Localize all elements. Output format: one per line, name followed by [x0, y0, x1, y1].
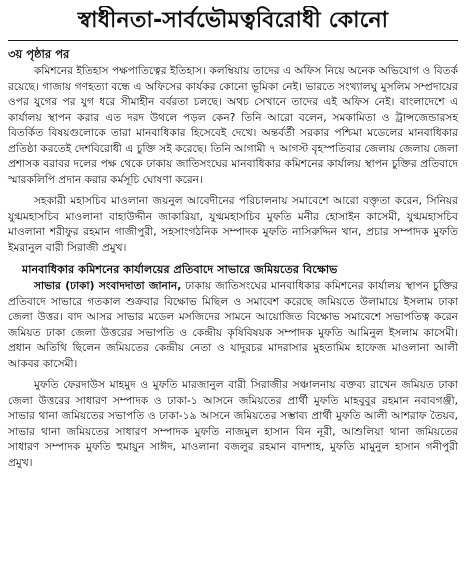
- dateline: সাভার (ঢাকা) সংবাদদাতা জানান,: [34, 280, 182, 292]
- subheading: মানবাধিকার কমিশনের কার্যালয়ের প্রতিবাদে সাভারে জমিয়তের বিক্ষোভ: [22, 263, 338, 276]
- paragraph-2: সহকারী মহাসচিব মাওলানা জয়নুল আবেদীনের পরিচালনায় সমাবেশে আরো বক্তৃতা করেন, সিনিয়র যুগ্মমহাসচিব মাওলানা বাহাউদ্দীন জাকারিয়া, যুগ্মমহাসচিব মুফতি মনীর হোসাইন কাসেমী, যুগ্মমহাসচিব মাওলানা শরীফুর রহমান গাজীপুরী, সহসাংগঠনিক সম্পাদক মুফতি নাসিরুদ্দিন খান, প্রচার সম্পাদক মুফতি ইমরানুল বারী সিরাজী প্রমুখ।: [8, 195, 458, 254]
- paragraph-4: মুফতি ফেরদাউস মাহমুদ ও মুফতি মারজানুল বারী সিরাজীর সঞ্চালনায় বক্তব্য রাখেন জমিয়ত ঢাকা জেলা উত্তরের সাধারণ সম্পাদক ও ঢাকা-১ আসনে জমিয়তের প্রার্থী মুফতি মাহবুবুর রহমান নবাবগঞ্জী, সাভার থানা জমিয়তের সভাপতি ও ঢাকা-১৯ আসনে জমিয়তের সম্ভাব্য প্রার্থী মুফতি আলী আশরাফ তৈয়ব, সাভার থানা জমিয়তের সাধারণ সম্পাদক মুফতি নাজমুল হাসান বিন নূরী, আশুলিয়া থানা জমিয়তের সাধারণ সম্পাদক মুফতি হুমায়ুন সাঈদ, মাওলানা বজলুর রহমান বাদশাহ, মুফতি মামুনুল হাসান গনীপুরী প্রমুখ।: [8, 379, 458, 469]
- paragraph-3: [8, 279, 458, 372]
- paragraph-1: কমিশনের ইতিহাস পক্ষপাতিত্বের ইতিহাস। কলম্বিয়ায় তাদের এ অফিস নিয়ে অনেক অভিযোগ ও বিতর্ক রয়েছে। গাজায় গণহত্যা বন্ধে এ অফিসের কার্যকর কোনো ভূমিকা নেই। ভারতে সংখ্যালঘু মুসলিম সম্প্রদায়ের ওপর যুগের পর যুগ ধরে সীমাহীন বর্বরতা চলছে। অথচ সেখানে তাদের এই অফিস নেই। বাংলাদেশে এ কার্যালয় স্থাপন করার এত দরদ উথলে পড়ল কেন? তিনি আরো বলেন, সমকামিতা ও ট্রান্সজেন্ডারসহ বিতর্কিত বিষয়গুলোকে তারা মানবাধিকার হিসেবেই দেখে। অন্তর্বর্তী সরকার পশ্চিমা মডেলের মানবাধিকার প্রতিষ্ঠা করতেই দেশবিরোধী এ চুক্তি সই করেছে। তিনি আগামী ৭ আগস্ট বৃহস্পতিবার জেলায় জেলায় জেলা প্রশাসক বরাবর দলের পক্ষ থেকে ঢাকায় জাতিসংঘের মানবাধিকার কমিশনের কার্যালয় স্থাপন চুক্তির প্রতিবাদে স্মারকলিপি প্রদান করার কর্মসূচি ঘোষণা করেন।: [8, 65, 458, 186]
- paragraph-3-body: ঢাকায় জাতিসংঘের মানবাধিকার কমিশনের কার্যালয় স্থাপন চুক্তির প্রতিবাদে সাভারে গতকাল শুক্রবার বিক্ষোভ মিছিল ও সমাবেশ করেছে জমিয়তে উলামায়ে ইসলাম ঢাকা জেলা উত্তর। বাদ আসর সাভার মডেল মসজিদের সামনে আয়োজিত বিক্ষোভ সমাবেশে সভাপতিত্ব করেন জমিয়ত ঢাকা জেলা উত্তরের সভাপতি ও কেন্দ্রীয় কৃষিবিষয়ক সম্পাদক মুফতি আমিনুল ইসলাম কাসেমী। প্রধান অতিথি ছিলেন জমিয়তের কেন্দ্রীয় নেতা ও যাদুরচর মাদরাসার মুহতামিম হাফেজ মাওলানা আলী আকবর কাসেমী।: [8, 280, 458, 370]
- continuation-label: ৩য় পৃষ্ঠার পর: [8, 47, 70, 61]
- headline: স্বাধীনতা-সার্বভৌমত্ববিরোধী কোনো: [77, 8, 389, 33]
- headline-rule: [8, 40, 458, 41]
